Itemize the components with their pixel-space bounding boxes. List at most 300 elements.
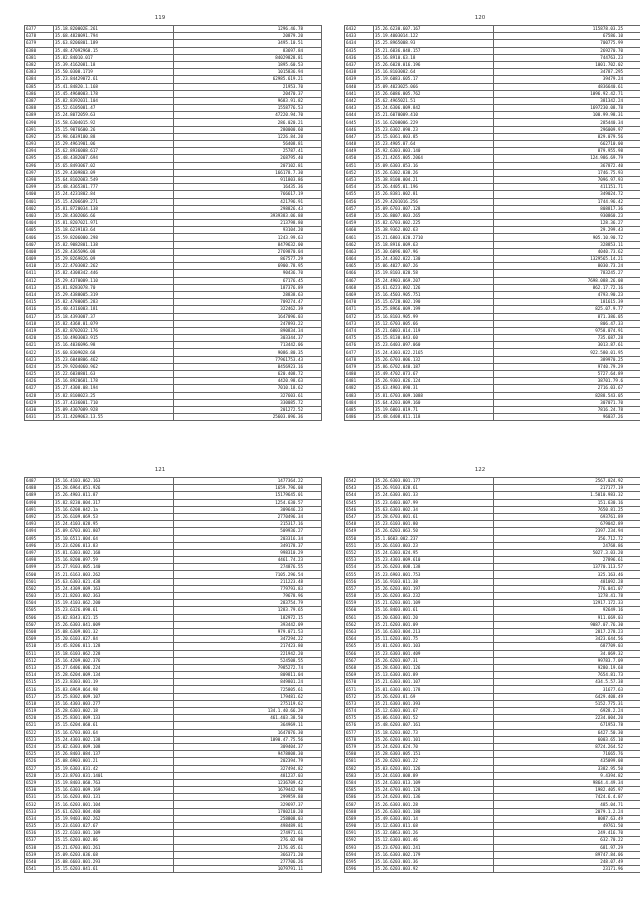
row-code: 35.63.6303.021.438 <box>54 578 174 585</box>
table-row <box>345 291 640 298</box>
row-amount: 299959.88 <box>174 794 322 801</box>
row-index: 6539 <box>25 851 54 858</box>
row-index: 6388 <box>25 105 54 112</box>
table-row <box>25 664 322 671</box>
row-index: 6468 <box>345 284 374 291</box>
row-amount: 867577.29 <box>174 256 322 263</box>
row-code: 35.82.8702032.176 <box>54 327 174 334</box>
row-index: 6510 <box>25 643 54 650</box>
row-index: 6398 <box>25 176 54 183</box>
row-code: 35.41.84820.1.168 <box>54 83 174 90</box>
row-index: 6563 <box>345 628 374 635</box>
row-code: 35.48.4365301.777 <box>54 184 174 191</box>
row-amount: 83697.84 <box>174 47 322 54</box>
row-code: 35.18.820002E.261 <box>54 26 174 33</box>
row-code: 35.82.8230.004.317 <box>54 499 174 506</box>
table-row <box>25 815 322 822</box>
table-row <box>345 549 640 556</box>
row-code: 35.12.6303.001.46 <box>374 837 494 844</box>
table-row <box>345 722 640 729</box>
row-index: 6399 <box>25 184 54 191</box>
row-code: 35.26.6020.016.196 <box>374 61 494 68</box>
row-index: 6422 <box>25 349 54 356</box>
row-index: 6490 <box>25 499 54 506</box>
row-amount: 99783.7.09 <box>494 657 640 664</box>
row-index: 6557 <box>345 585 374 592</box>
row-code: 35.15.0361.003.85 <box>374 133 494 140</box>
row-code: 35.28.6303.001.126 <box>374 664 494 671</box>
table-row <box>25 521 322 528</box>
table-row <box>25 736 322 743</box>
row-code: 35.01.6203.001.103 <box>374 643 494 650</box>
row-amount: 166178.7.30 <box>174 169 322 176</box>
row-index: 6572 <box>345 693 374 700</box>
row-amount: 8724.264.52 <box>494 743 640 750</box>
page-number: 120 <box>474 15 486 21</box>
row-index: 6434 <box>345 40 374 47</box>
row-amount: 366371.20 <box>174 851 322 858</box>
row-code: 35.48.4382007.694 <box>54 155 174 162</box>
row-amount: 181615.39 <box>494 299 640 306</box>
row-index: 6470 <box>345 299 374 306</box>
table-row <box>345 585 640 592</box>
row-code: 35.48.47092960.15 <box>54 47 174 54</box>
row-amount: 871.386.05 <box>494 313 640 320</box>
row-amount: 34.069.32 <box>494 650 640 657</box>
row-amount: 1.5010.983.32 <box>494 492 640 499</box>
row-index: 6511 <box>25 650 54 657</box>
table-row <box>345 715 640 722</box>
row-amount: 67586.10 <box>494 33 640 40</box>
row-amount: 8456923.16 <box>174 363 322 370</box>
row-amount: 890834.34 <box>174 327 322 334</box>
row-amount: 349178.37 <box>174 542 322 549</box>
table-row <box>345 657 640 664</box>
row-index: 6485 <box>345 406 374 413</box>
row-amount: 21953.70 <box>174 83 322 90</box>
table-row <box>25 585 322 592</box>
row-index: 6519 <box>25 708 54 715</box>
table-row <box>25 47 322 54</box>
row-code: 35.19.6003.019.71 <box>374 406 494 413</box>
row-code: 35.31.4209063.13.55 <box>54 414 174 421</box>
row-amount: 24768.86 <box>494 542 640 549</box>
row-amount: 276.02.98 <box>174 837 322 844</box>
row-code: 35.29.4370009.110 <box>54 277 174 284</box>
row-index: 6458 <box>345 212 374 219</box>
row-amount: 2079.1.2.24 <box>494 808 640 815</box>
row-index: 6384 <box>25 76 54 83</box>
row-amount: 524508.55 <box>174 657 322 664</box>
table-row <box>25 69 322 76</box>
row-amount: 9478808.30 <box>174 751 322 758</box>
table-row <box>345 47 640 54</box>
row-index: 6484 <box>345 399 374 406</box>
table-row <box>25 241 322 248</box>
row-index: 6522 <box>25 729 54 736</box>
row-index: 6518 <box>25 700 54 707</box>
row-amount: 213798.80 <box>174 220 322 227</box>
row-code: 35.09.6703.001.807 <box>54 528 174 535</box>
table-row <box>25 349 322 356</box>
table-row <box>25 54 322 61</box>
row-index: 6410 <box>25 263 54 270</box>
row-index: 6527 <box>25 765 54 772</box>
row-index: 6508 <box>25 628 54 635</box>
row-index: 6528 <box>25 772 54 779</box>
row-index: 6430 <box>25 406 54 413</box>
row-index: 6573 <box>345 700 374 707</box>
table-row <box>25 406 322 413</box>
row-code: 35.38.8100.004.21 <box>374 176 494 183</box>
row-index: 6477 <box>345 349 374 356</box>
table-row <box>345 758 640 765</box>
row-index: 6452 <box>345 169 374 176</box>
row-code: 35.61.6223.002.126 <box>374 284 494 291</box>
row-code: 35.81.8720034.138 <box>54 205 174 212</box>
row-index: 6455 <box>345 191 374 198</box>
row-code: 35.61.6203.004.400 <box>54 808 174 815</box>
row-code: 35.26.6303.001.28 <box>374 801 494 808</box>
row-code: 35.15.4206609.271 <box>54 198 174 205</box>
table-row <box>25 248 322 255</box>
row-amount: 349024.72 <box>494 191 640 198</box>
table-row <box>345 866 640 873</box>
row-index: 6569 <box>345 672 374 679</box>
row-code: 35.26.8403.084.137 <box>54 751 174 758</box>
table-row <box>345 823 640 830</box>
row-amount: 327494.82 <box>174 765 322 772</box>
table-row <box>25 858 322 865</box>
row-amount: 3423.644.56 <box>494 636 640 643</box>
row-amount: 9683.91.82 <box>174 97 322 104</box>
row-index: 6542 <box>345 478 374 485</box>
row-index: 6420 <box>25 335 54 342</box>
table-row <box>25 363 322 370</box>
row-amount: 393442.09 <box>174 621 322 628</box>
row-amount: 77961753.43 <box>174 356 322 363</box>
row-index: 6475 <box>345 335 374 342</box>
row-code: 35.19.8403.060.763 <box>54 779 174 786</box>
row-code: 35.81.6303.002.168 <box>54 549 174 556</box>
table-row <box>345 69 640 76</box>
row-index: 6408 <box>25 248 54 255</box>
row-amount: 3939383.06.88 <box>174 212 322 219</box>
table-row <box>25 571 322 578</box>
row-code: 35.24.4303.002.138 <box>54 736 174 743</box>
row-amount: 6900.78.95 <box>174 263 322 270</box>
row-amount: 20470.37 <box>174 90 322 97</box>
table-row <box>345 765 640 772</box>
row-code: 35.08.6603.001.293 <box>54 858 174 865</box>
row-amount: 56408.81 <box>174 141 322 148</box>
table-row <box>25 291 322 298</box>
table-row <box>25 628 322 635</box>
row-code: 35.26.8381.002.81 <box>374 191 494 198</box>
row-amount: 124.986.69.79 <box>494 155 640 162</box>
row-amount: 2397.234.94 <box>494 528 640 535</box>
row-index: 6482 <box>345 385 374 392</box>
row-code: 35.29.4961901.06 <box>54 141 174 148</box>
row-amount: 1278.41.78 <box>494 593 640 600</box>
row-code: 35.28.6303.002.18 <box>54 708 174 715</box>
row-index: 6437 <box>345 61 374 68</box>
page-number: 119 <box>154 15 166 21</box>
row-code: 35.18.6103.062.228 <box>54 650 174 657</box>
row-amount: 5027.3.03.20 <box>494 549 640 556</box>
row-code: 35.15.6204.060.61 <box>54 722 174 729</box>
row-code: 35.83.6969.064.98 <box>54 686 174 693</box>
table-row <box>25 385 322 392</box>
table-row <box>25 700 322 707</box>
row-code: 35.29.4380005.319 <box>54 291 174 298</box>
row-code: 35.23.6303.001.409 <box>374 650 494 657</box>
row-code: 35.92.6303.003.140 <box>374 148 494 155</box>
row-index: 6556 <box>345 578 374 585</box>
row-code: 35.23.8303.001.19 <box>54 679 174 686</box>
row-code: 35.1.6603.002.237 <box>374 535 494 542</box>
row-index: 6428 <box>25 392 54 399</box>
row-amount: 215317.16 <box>174 521 322 528</box>
row-code: 35.16.4103.062.163 <box>54 478 174 485</box>
table-row <box>25 256 322 263</box>
row-index: 6596 <box>345 866 374 873</box>
row-index: 6566 <box>345 650 374 657</box>
row-amount: 7985272.74 <box>174 664 322 671</box>
table-row <box>25 155 322 162</box>
table-row <box>25 399 322 406</box>
row-code: 35.23.6326.090.61 <box>54 607 174 614</box>
row-code: 35.26.6703.006.132 <box>374 356 494 363</box>
row-code: 35.24.4903.069.207 <box>374 277 494 284</box>
table-row <box>25 657 322 664</box>
row-code: 35.26.6203.01.69 <box>374 693 494 700</box>
row-index: 6541 <box>25 866 54 873</box>
table-row <box>345 830 640 837</box>
row-index: 6402 <box>25 205 54 212</box>
row-index: 6431 <box>25 414 54 421</box>
row-index: 6512 <box>25 657 54 664</box>
row-code: 35.25.8301.009.133 <box>54 715 174 722</box>
table-row <box>345 736 640 743</box>
page-sheet-121 <box>0 452 320 904</box>
row-amount: 93104.20 <box>174 227 322 234</box>
table-row <box>345 535 640 542</box>
row-index: 6464 <box>345 256 374 263</box>
row-index: 6582 <box>345 765 374 772</box>
table-row <box>25 765 322 772</box>
table-row <box>25 607 322 614</box>
row-amount: 849801.24 <box>174 679 322 686</box>
row-index: 6451 <box>345 162 374 169</box>
table-row <box>25 212 322 219</box>
row-code: 35.25.8966.009.199 <box>374 306 494 313</box>
row-code: 35.81.8207021.971 <box>54 220 174 227</box>
row-code: 35.16.8103082.64 <box>374 69 494 76</box>
row-code: 35.45.4960003.178 <box>54 90 174 97</box>
row-amount: 1895.60.53 <box>174 61 322 68</box>
row-code: 35.63.8206801.189 <box>54 40 174 47</box>
row-amount: 6003.65.10 <box>494 736 640 743</box>
table-row <box>345 392 640 399</box>
table-row <box>25 535 322 542</box>
table-row <box>345 593 640 600</box>
row-index: 6513 <box>25 664 54 671</box>
row-amount: 286.020.21 <box>174 119 322 126</box>
row-index: 6568 <box>345 664 374 671</box>
row-amount: 744763.23 <box>494 54 640 61</box>
row-index: 6591 <box>345 830 374 837</box>
row-amount: 862.17.72.16 <box>494 284 640 291</box>
row-amount: 364969.11 <box>174 722 322 729</box>
row-index: 6587 <box>345 801 374 808</box>
row-code: 35.12.6303.011.68 <box>374 823 494 830</box>
table-row <box>345 234 640 241</box>
row-amount: 309646.23 <box>174 506 322 513</box>
table-row <box>345 176 640 183</box>
row-index: 6536 <box>25 830 54 837</box>
row-amount: 4793.90.23 <box>494 291 640 298</box>
row-amount: 2769870.04 <box>174 248 322 255</box>
row-code: 35.16.6303.009.169 <box>54 787 174 794</box>
row-index: 6450 <box>345 155 374 162</box>
table-row <box>345 119 640 126</box>
row-code: 35.16.6208.042.1a <box>54 506 174 513</box>
row-index: 6435 <box>345 47 374 54</box>
row-amount: 735.687.28 <box>494 335 640 342</box>
row-index: 6524 <box>25 743 54 750</box>
table-row <box>345 600 640 607</box>
row-index: 6547 <box>345 513 374 520</box>
row-amount: 509936.27 <box>174 528 322 535</box>
row-amount: 277706.26 <box>174 858 322 865</box>
row-index: 6594 <box>345 851 374 858</box>
table-row <box>25 356 322 363</box>
row-code: 35.25.8965008.93 <box>374 40 494 47</box>
row-amount: 347294.22 <box>174 636 322 643</box>
table-row <box>345 263 640 270</box>
row-index: 6562 <box>345 621 374 628</box>
row-code: 35.24.4302.022.130 <box>374 256 494 263</box>
table-row <box>25 636 322 643</box>
row-index: 6467 <box>345 277 374 284</box>
row-code: 35.32.6863.001.26 <box>374 830 494 837</box>
row-index: 6570 <box>345 679 374 686</box>
row-index: 6379 <box>25 40 54 47</box>
row-code: 35.26.6109.069.53 <box>54 513 174 520</box>
row-code: 35.02.6303.009.108 <box>54 743 174 750</box>
row-amount: 92649.16 <box>494 607 640 614</box>
row-index: 6427 <box>25 385 54 392</box>
row-code: 35.18.6239103.64 <box>54 227 174 234</box>
row-code: 35.62.4965021.51 <box>374 97 494 104</box>
table-row <box>25 83 322 90</box>
table-row <box>25 148 322 155</box>
row-code: 35.16.4303.003.277 <box>54 700 174 707</box>
row-code: 35.39.4162081.18 <box>54 61 174 68</box>
row-code: 35.26.6203.007.31 <box>374 657 494 664</box>
row-amount: 322462.39 <box>174 306 322 313</box>
row-index: 6501 <box>25 578 54 585</box>
row-amount: 911803.86 <box>174 176 322 183</box>
table-row <box>25 220 322 227</box>
row-code: 35.26.8007.003.265 <box>374 212 494 219</box>
row-amount: 1558776.53 <box>174 105 322 112</box>
table-row <box>25 299 322 306</box>
row-index: 6400 <box>25 191 54 198</box>
row-amount: 2567.024.92 <box>494 478 640 485</box>
row-code: 35.23.6403.097.060 <box>374 342 494 349</box>
row-amount: 96037.26 <box>494 414 640 421</box>
row-code: 35.16.8200.097.59 <box>54 557 174 564</box>
table-row <box>25 277 322 284</box>
row-amount: 498489.81 <box>174 823 322 830</box>
row-amount: 269270.70 <box>494 47 640 54</box>
row-amount: 49761.50 <box>494 823 640 830</box>
table-row <box>25 313 322 320</box>
row-index: 6489 <box>25 492 54 499</box>
page-number: 122 <box>474 467 486 473</box>
row-amount: 3495.10.51 <box>174 40 322 47</box>
row-index: 6454 <box>345 184 374 191</box>
row-code: 35.21.6203.001.109 <box>374 600 494 607</box>
row-amount: 7010.18.62 <box>174 385 322 392</box>
row-code: 35.26.6203.001.197 <box>374 585 494 592</box>
row-code: 35.21.6070009.410 <box>374 112 494 119</box>
row-amount: 8479632.00 <box>174 241 322 248</box>
row-code: 35.18.4393007.37 <box>54 313 174 320</box>
row-index: 6543 <box>345 485 374 492</box>
row-code: 35.21.6163.003.262 <box>54 571 174 578</box>
row-code: 35.20.6103.027.84 <box>54 636 174 643</box>
table-row <box>25 126 322 133</box>
table-row <box>345 815 640 822</box>
row-index: 6476 <box>345 342 374 349</box>
row-code: 35.24.6103.008.89 <box>374 772 494 779</box>
row-code: 35.82.84010.017 <box>54 54 174 61</box>
data-table <box>24 25 322 421</box>
table-row <box>25 342 322 349</box>
row-code: 35.23.6040806.462 <box>54 356 174 363</box>
table-row <box>25 621 322 628</box>
row-index: 6473 <box>345 320 374 327</box>
row-code: 35.81.6703.009.1088 <box>374 392 494 399</box>
table-row <box>345 284 640 291</box>
table-row <box>345 61 640 68</box>
table-row <box>345 227 640 234</box>
row-code: 35.21.6303.001.393 <box>374 700 494 707</box>
row-code: 35.40.4316003.181 <box>54 306 174 313</box>
row-index: 6575 <box>345 715 374 722</box>
row-code: 35.26.6230.607.167 <box>374 26 494 33</box>
row-amount: 7650.81.25 <box>494 506 640 513</box>
row-amount: 187376.89 <box>174 284 322 291</box>
row-code: 35.23.4905.07.64 <box>374 141 494 148</box>
row-index: 6493 <box>25 521 54 528</box>
table-row <box>25 549 322 556</box>
row-amount: 687709.03 <box>494 643 640 650</box>
row-code: 35.82.9082801.138 <box>54 241 174 248</box>
row-amount: 9086.80.35 <box>174 349 322 356</box>
row-index: 6495 <box>25 535 54 542</box>
row-index: 6381 <box>25 54 54 61</box>
row-amount: 8087.63.49 <box>494 815 640 822</box>
row-index: 6503 <box>25 593 54 600</box>
table-row <box>25 263 322 270</box>
table-row <box>25 176 322 183</box>
table-row <box>345 851 640 858</box>
row-index: 6483 <box>345 392 374 399</box>
